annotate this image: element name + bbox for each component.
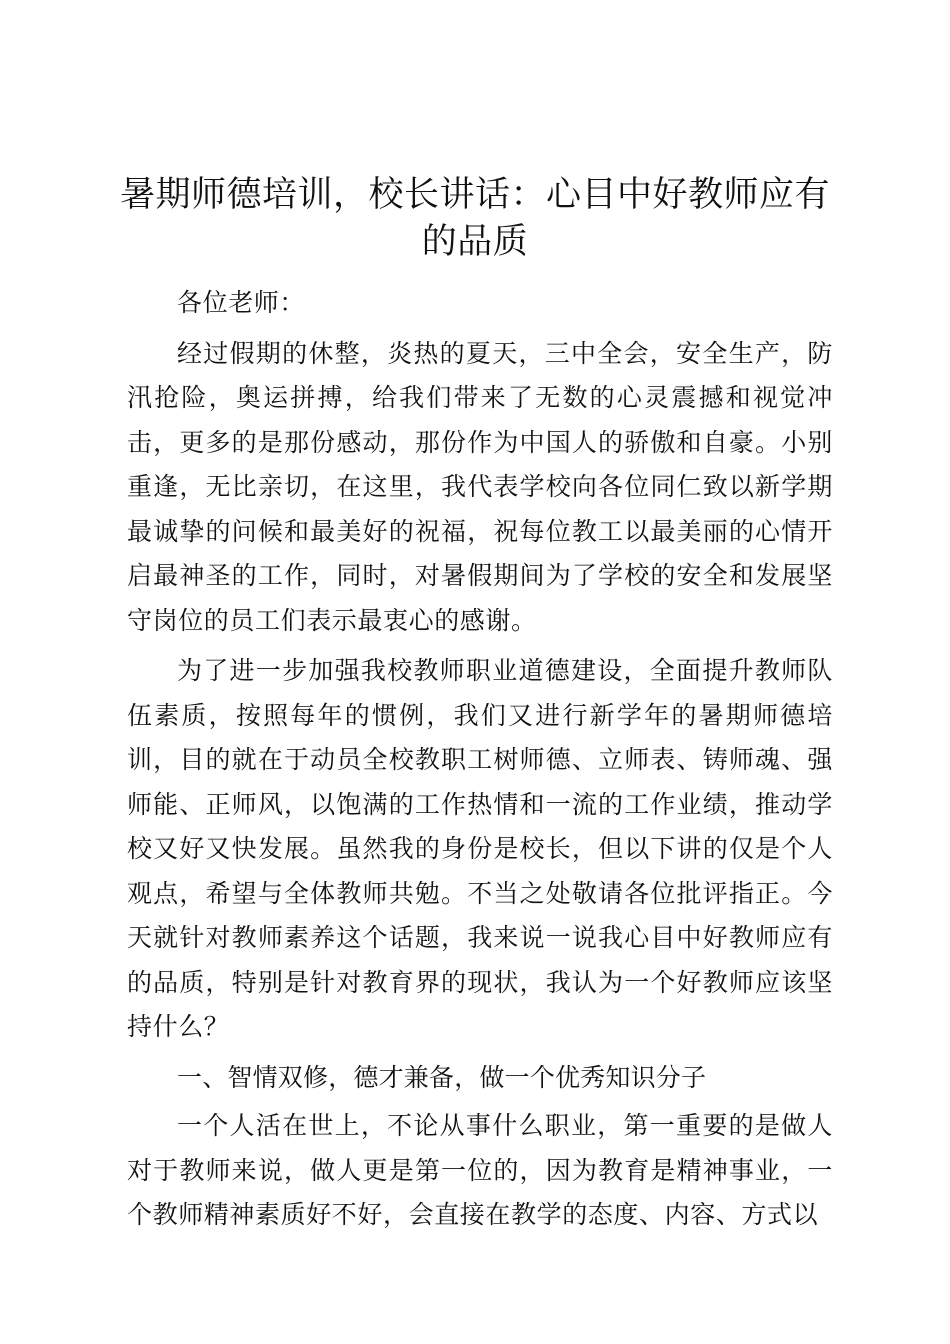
paragraph-2: 为了进一步加强我校教师职业道德建设，全面提升教师队伍素质，按照每年的惯例，我们又进行新学年的暑期师德培训，目的就在于动员全校教职工树师德、立师表、铸师魂、强师能、正师风，以饱满的工作热情和一流的工作业绩，推动学校又好又快发展。虽然我的身份是校长，但以下讲的仅是个人观点，希望与全体教师共勉。不当之处敬请各位批评指正。今天就针对教师素养这个话题，我来说一说我心目中好教师应有的品质，特别是针对教育界的现状，我认为一个好教师应该坚持什么？	[127, 656, 833, 1041]
document-body	[127, 281, 833, 1244]
salutation: 各位老师：	[177, 288, 306, 317]
section-heading: 一、智情双修，德才兼备，做一个优秀知识分子	[177, 1062, 707, 1092]
document-title: 暑期师德培训，校长讲话：心目中好教师应有的品质	[119, 175, 830, 262]
section-paragraph: 一个人活在世上，不论从事什么职业，第一重要的是做人对于教师来说，做人更是第一位的，因为教育是精神事业，一个教师精神素质好不好，会直接在教学的态度、内容、方式以	[127, 1111, 833, 1229]
paragraph-1: 经过假期的休整，炎热的夏天，三中全会，安全生产，防汛抢险，奥运拼搏，给我们带来了无数的心灵震撼和视觉冲击，更多的是那份感动，那份作为中国人的骄傲和自豪。小别重逢，无比亲切，在这里，我代表学校向各位同仁致以新学期最诚挚的问候和最美好的祝福，祝每位教工以最美丽的心情开启最神圣的工作，同时，对暑假期间为了学校的安全和发展坚守岗位的员工们表示最衷心的感谢。	[127, 338, 833, 635]
